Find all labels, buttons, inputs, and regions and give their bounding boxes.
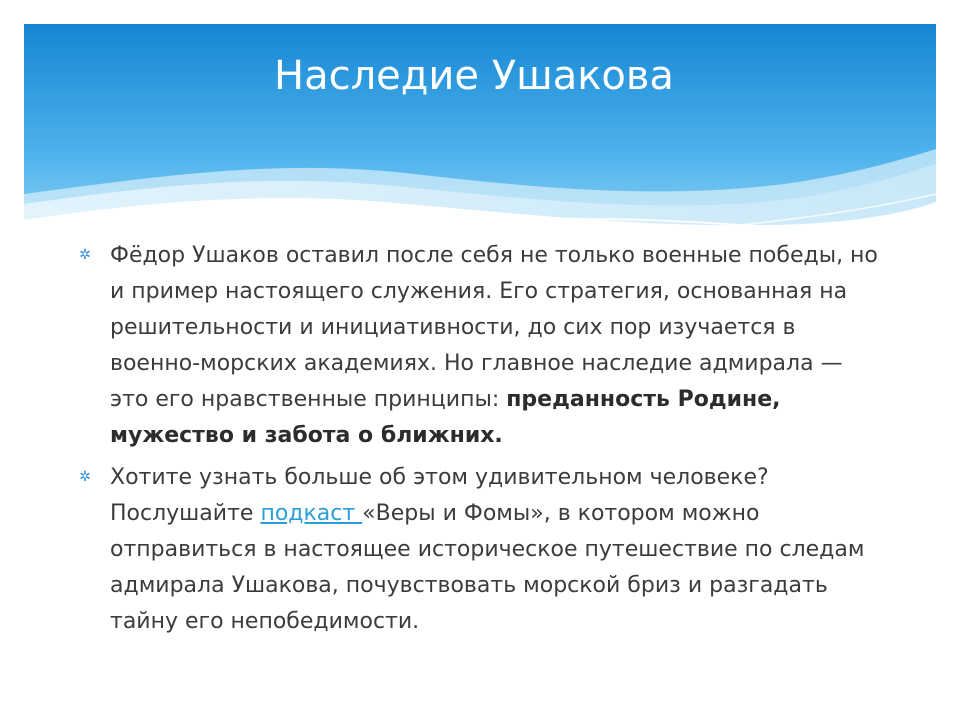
podcast-link[interactable]: подкаст <box>260 501 363 526</box>
bullet-text <box>110 238 878 454</box>
asterisk-icon: ✲ <box>79 469 91 485</box>
bullet-text-before-link: Хотите узнать больше об этом удивительном человеке? Послушайте <box>110 465 769 526</box>
bullet-list <box>78 238 878 646</box>
bullet-text-after-link: «Веры и Фомы», в котором можно отправиться в настоящее историческое путешествие по следам адмирала Ушакова, почувствовать морской бриз и разгадать тайну его непобедимости. <box>110 501 865 634</box>
bullet-item-legacy <box>78 238 878 454</box>
slide-title: Наследие Ушакова <box>274 53 674 99</box>
bullet-text <box>110 460 878 640</box>
bullet-text-bold: преданность Родине, мужество и забота о ближних. <box>110 387 781 448</box>
bullet-text-main: Фёдор Ушаков оставил после себя не только военные победы, но и пример настоящего служения. Его стратегия, основанная на решительности и инициативности, до сих пор изучается в военно-морских академиях. Но главное наследие адмирала — это его нравственные принципы: <box>110 243 878 412</box>
bullet-item-podcast <box>78 460 878 640</box>
asterisk-icon: ✲ <box>79 247 91 263</box>
